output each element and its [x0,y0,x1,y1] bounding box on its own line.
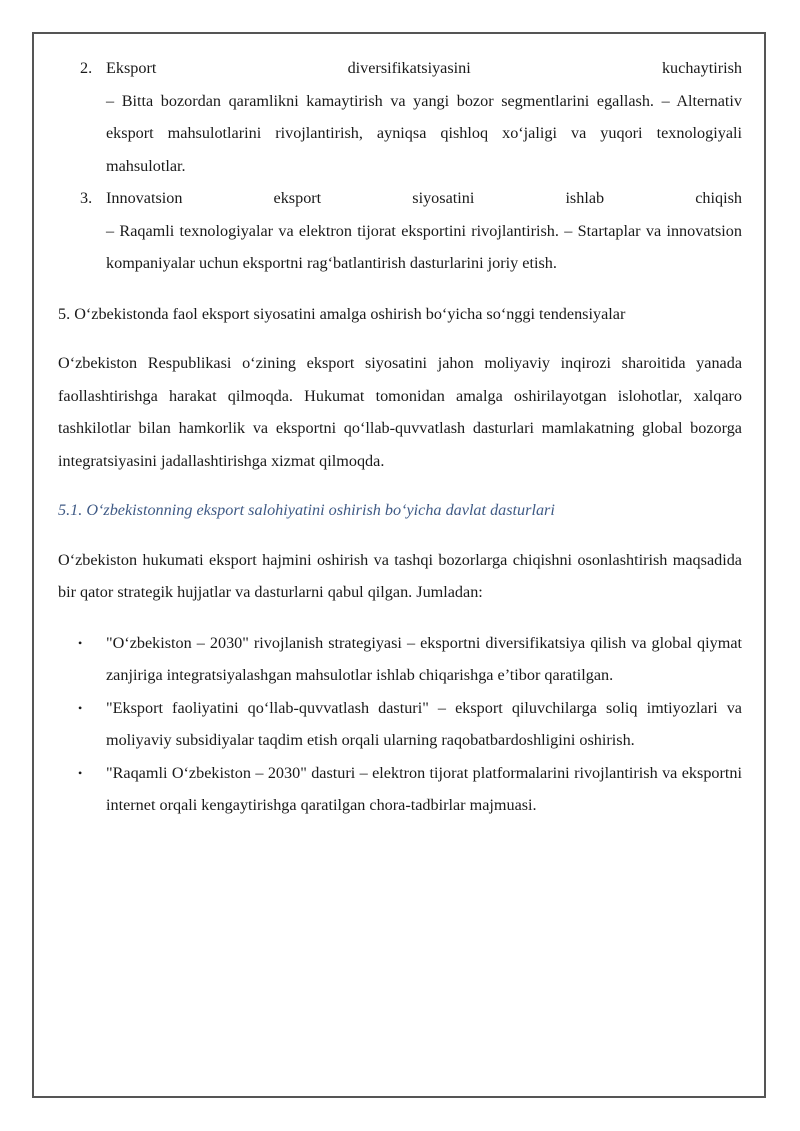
section-heading: 5. O‘zbekistonda faol eksport siyosatini amalga oshirish bo‘yicha so‘nggi tendensiyalar [58,304,626,323]
subsection-heading: 5.1. O‘zbekistonning eksport salohiyatini oshirish bo‘yicha davlat dasturlari [58,501,555,519]
bullet-item [58,757,742,822]
heading-word: Innovatsion [106,189,183,207]
heading-word: eksport [273,189,322,207]
list-item-number: 2. [80,59,93,77]
heading-word: Eksport [106,59,157,77]
heading-word: siyosatini [412,189,475,207]
list-item-body: – Raqamli texnologiyalar va elektron tijorat eksportini rivojlantirish. – Startaplar va innovatsion kompaniyalar uchun eksportni rag‘batlantirish dasturlarini joriy etish. [106,221,742,272]
bullet-icon: • [78,635,83,650]
list-item [58,182,742,280]
bullet-icon: • [78,765,83,780]
document-body [58,52,742,822]
bullet-list [58,627,742,822]
list-item-heading [106,52,742,85]
heading-word: ishlab [565,189,605,207]
heading-word: diversifikatsiyasini [347,59,471,77]
list-item-body: – Bitta bozordan qaramlikni kamaytirish va yangi bozor segmentlarini egallash. – Alternativ eksport mahsulotlarini rivojlantirish, ayniqsa qishloq xo‘jaligi va yuqori texnologiyali mahsulotlar. [106,91,742,175]
bullet-item [58,692,742,757]
bullet-text: "O‘zbekiston – 2030" rivojlanish strategiyasi – eksportni diversifikatsiya qilish va global qiymat zanjiriga integratsiyalashgan mahsulotlar ishlab chiqarishga e’tibor qaratilgan. [106,633,742,684]
intro-paragraph: O‘zbekiston Respublikasi o‘zining eksport siyosatini jahon moliyaviy inqirozi sharoitida yanada faollashtirishga harakat qilmoqda. Hukumat tomonidan amalga oshirilayotgan islohotlar, xalqaro tashkilotlar bilan hamkorlik va eksportni qo‘llab-quvvatlash dasturlari mamlakatning global bozorga integratsiyasini jadallashtirishga xizmat qilmoqda. [58,354,742,470]
heading-word: chiqish [695,189,742,207]
bullet-text: "Eksport faoliyatini qo‘llab-quvvatlash dasturi" – eksport qiluvchilarga soliq imtiyozlari va moliyaviy subsidiyalar taqdim etish orqali ularning raqobatbardoshligini oshirish. [106,698,742,749]
numbered-list [58,52,742,280]
subsection-paragraph: O‘zbekiston hukumati eksport hajmini oshirish va tashqi bozorlarga chiqishni osonlashtirish maqsadida bir qator strategik hujjatlar va dasturlarni qabul qilgan. Jumladan: [58,550,742,601]
bullet-icon: • [78,700,83,715]
list-item-heading [106,182,742,215]
list-item-number: 3. [80,189,93,207]
bullet-text: "Raqamli O‘zbekiston – 2030" dasturi – elektron tijorat platformalarini rivojlantirish va eksportni internet orqali kengaytirishga qaratilgan chora-tadbirlar majmuasi. [106,763,742,814]
list-item [58,52,742,182]
heading-word: kuchaytirish [661,59,742,77]
bullet-item [58,627,742,692]
